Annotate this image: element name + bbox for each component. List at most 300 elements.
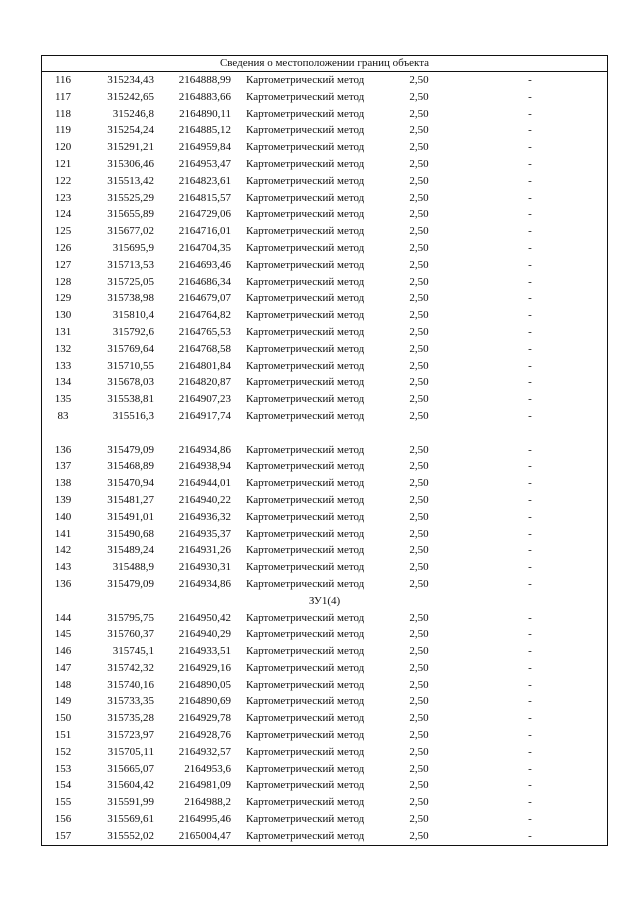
table-row (42, 509, 607, 526)
dash-cell: - (528, 745, 532, 758)
coordinate-x: 315468,89 (107, 460, 154, 473)
dash-cell: - (528, 107, 532, 120)
table-row (42, 626, 607, 643)
point-number: 117 (54, 90, 72, 103)
accuracy-cell: 2,50 (409, 208, 429, 221)
accuracy-cell: 2,50 (409, 695, 429, 708)
accuracy-cell: 2,50 (409, 796, 429, 809)
point-number: 141 (54, 527, 72, 540)
method-cell: Картометрический метод (246, 661, 365, 674)
coordinate-y: 2164930,31 (178, 561, 231, 574)
table-row (42, 324, 607, 341)
accuracy-cell: 2,50 (409, 460, 429, 473)
dash-cell: - (528, 729, 532, 742)
point-number: 132 (54, 342, 72, 355)
table-row (42, 526, 607, 543)
coordinate-x: 315810,4 (112, 309, 154, 322)
accuracy-cell: 2,50 (409, 309, 429, 322)
table-row (42, 240, 607, 257)
method-cell: Картометрический метод (246, 241, 365, 254)
dash-cell: - (528, 258, 532, 271)
method-cell: Картометрический метод (246, 729, 365, 742)
accuracy-cell: 2,50 (409, 107, 429, 120)
coordinate-y: 2164729,06 (178, 208, 231, 221)
point-number: 143 (54, 561, 72, 574)
coordinate-y: 2164686,34 (178, 275, 231, 288)
table-body (42, 72, 607, 845)
accuracy-cell: 2,50 (409, 477, 429, 490)
table-row (42, 274, 607, 291)
dash-cell: - (528, 225, 532, 238)
coordinate-y: 2164950,42 (178, 611, 231, 624)
coordinate-y: 2164815,57 (178, 191, 231, 204)
point-number: 127 (54, 258, 72, 271)
point-number: 146 (54, 645, 72, 658)
coordinate-y: 2164704,35 (178, 241, 231, 254)
dash-cell: - (528, 409, 532, 422)
accuracy-cell: 2,50 (409, 762, 429, 775)
point-number: 125 (54, 225, 72, 238)
coordinate-x: 315489,24 (107, 544, 154, 557)
coordinate-x: 315792,6 (112, 325, 154, 338)
point-number: 149 (54, 695, 72, 708)
accuracy-cell: 2,50 (409, 443, 429, 456)
method-cell: Картометрический метод (246, 225, 365, 238)
coordinate-x: 315723,97 (107, 729, 154, 742)
dash-cell: - (528, 443, 532, 456)
dash-cell: - (528, 527, 532, 540)
coordinate-y: 2164693,46 (178, 258, 231, 271)
coordinate-x: 315306,46 (107, 157, 154, 170)
method-cell: Картометрический метод (246, 645, 365, 658)
table-row (42, 156, 607, 173)
point-number: 156 (54, 813, 72, 826)
dash-cell: - (528, 611, 532, 624)
dash-cell: - (528, 779, 532, 792)
method-cell: Картометрический метод (246, 796, 365, 809)
dash-cell: - (528, 74, 532, 86)
table-row (42, 727, 607, 744)
method-cell: Картометрический метод (246, 493, 365, 506)
point-number: 151 (54, 729, 72, 742)
method-cell: Картометрический метод (246, 577, 365, 590)
method-cell: Картометрический метод (246, 678, 365, 691)
table-row (42, 257, 607, 274)
method-cell: Картометрический метод (246, 611, 365, 624)
accuracy-cell: 2,50 (409, 661, 429, 674)
table-row (42, 408, 607, 425)
coordinate-y: 2164928,76 (178, 729, 231, 742)
dash-cell: - (528, 191, 532, 204)
method-cell: Картометрический метод (246, 712, 365, 725)
method-cell: Картометрический метод (246, 510, 365, 523)
accuracy-cell: 2,50 (409, 191, 429, 204)
table-row (42, 223, 607, 240)
accuracy-cell: 2,50 (409, 745, 429, 758)
coordinate-x: 315769,64 (107, 342, 154, 355)
point-number: 130 (54, 309, 72, 322)
table-row (42, 643, 607, 660)
coordinate-y: 2164929,16 (178, 661, 231, 674)
method-cell: Картометрический метод (246, 141, 365, 154)
dash-cell: - (528, 292, 532, 305)
table-row (42, 761, 607, 778)
accuracy-cell: 2,50 (409, 779, 429, 792)
coordinate-x: 315242,65 (107, 90, 154, 103)
coordinate-y: 2164888,99 (178, 74, 231, 86)
accuracy-cell: 2,50 (409, 258, 429, 271)
method-cell: Картометрический метод (246, 460, 365, 473)
coordinate-y: 2164953,47 (178, 157, 231, 170)
table-header (42, 56, 607, 72)
coordinate-x: 315738,98 (107, 292, 154, 305)
method-cell: Картометрический метод (246, 325, 365, 338)
method-cell: Картометрический метод (246, 124, 365, 137)
table-row (42, 72, 607, 89)
method-cell: Картометрический метод (246, 376, 365, 389)
point-number: 119 (54, 124, 72, 137)
accuracy-cell: 2,50 (409, 611, 429, 624)
coordinate-x: 315488,9 (112, 561, 154, 574)
accuracy-cell: 2,50 (409, 275, 429, 288)
coordinate-y: 2164936,32 (178, 510, 231, 523)
point-number: 137 (54, 460, 72, 473)
dash-cell: - (528, 645, 532, 658)
coordinate-y: 2164883,66 (178, 90, 231, 103)
table-row (42, 677, 607, 694)
point-number: 136 (54, 443, 72, 456)
accuracy-cell: 2,50 (409, 628, 429, 641)
coordinate-x: 315479,09 (107, 443, 154, 456)
point-number: 157 (54, 829, 72, 842)
accuracy-cell: 2,50 (409, 376, 429, 389)
coordinate-y: 2164929,78 (178, 712, 231, 725)
accuracy-cell: 2,50 (409, 510, 429, 523)
dash-cell: - (528, 678, 532, 691)
table-row (42, 173, 607, 190)
section-heading: ЗУ1(4) (308, 594, 341, 607)
point-number: 118 (54, 107, 72, 120)
accuracy-cell: 2,50 (409, 527, 429, 540)
method-cell: Картометрический метод (246, 258, 365, 271)
accuracy-cell: 2,50 (409, 712, 429, 725)
accuracy-cell: 2,50 (409, 124, 429, 137)
point-number: 116 (54, 74, 72, 86)
dash-cell: - (528, 157, 532, 170)
coordinate-y: 2164981,09 (178, 779, 231, 792)
dash-cell: - (528, 124, 532, 137)
point-number: 140 (54, 510, 72, 523)
table-row (42, 828, 607, 845)
table-row (42, 744, 607, 761)
table-row (42, 374, 607, 391)
accuracy-cell: 2,50 (409, 157, 429, 170)
coordinate-y: 2164765,53 (178, 325, 231, 338)
coordinate-x: 315713,53 (107, 258, 154, 271)
coordinate-x: 315735,28 (107, 712, 154, 725)
coordinate-x: 315491,01 (107, 510, 154, 523)
point-number: 145 (54, 628, 72, 641)
point-number: 121 (54, 157, 72, 170)
coordinate-y: 2164890,05 (178, 678, 231, 691)
point-number: 148 (54, 678, 72, 691)
point-number: 131 (54, 325, 72, 338)
coordinate-x: 315525,29 (107, 191, 154, 204)
accuracy-cell: 2,50 (409, 561, 429, 574)
coordinate-x: 315513,42 (107, 174, 154, 187)
coordinate-x: 315538,81 (107, 393, 154, 406)
dash-cell: - (528, 762, 532, 775)
table-row (42, 693, 607, 710)
coordinates-table (41, 55, 608, 846)
coordinate-x: 315655,89 (107, 208, 154, 221)
method-cell: Картометрический метод (246, 359, 365, 372)
accuracy-cell: 2,50 (409, 90, 429, 103)
accuracy-cell: 2,50 (409, 141, 429, 154)
point-number: 155 (54, 796, 72, 809)
coordinate-y: 2164940,22 (178, 493, 231, 506)
coordinate-x: 315665,07 (107, 762, 154, 775)
point-number: 83 (57, 409, 69, 422)
table-row (42, 358, 607, 375)
table-row (42, 794, 607, 811)
coordinate-x: 315725,05 (107, 275, 154, 288)
point-number: 133 (54, 359, 72, 372)
table-row (42, 391, 607, 408)
method-cell: Картометрический метод (246, 90, 365, 103)
table-row (42, 710, 607, 727)
coordinate-x: 315254,24 (107, 124, 154, 137)
table-row (42, 660, 607, 677)
table-row (42, 290, 607, 307)
coordinate-y: 2164995,46 (178, 813, 231, 826)
point-number: 139 (54, 493, 72, 506)
table-row (42, 106, 607, 123)
method-cell: Картометрический метод (246, 477, 365, 490)
accuracy-cell: 2,50 (409, 292, 429, 305)
dash-cell: - (528, 460, 532, 473)
accuracy-cell: 2,50 (409, 225, 429, 238)
dash-cell: - (528, 829, 532, 842)
coordinate-x: 315234,43 (107, 74, 154, 86)
accuracy-cell: 2,50 (409, 829, 429, 842)
coordinate-x: 315291,21 (107, 141, 154, 154)
point-number: 128 (54, 275, 72, 288)
coordinate-y: 2164890,11 (179, 107, 231, 120)
method-cell: Картометрический метод (246, 174, 365, 187)
method-cell: Картометрический метод (246, 443, 365, 456)
coordinate-y: 2164801,84 (178, 359, 231, 372)
accuracy-cell: 2,50 (409, 241, 429, 254)
table-row (42, 307, 607, 324)
coordinate-x: 315677,02 (107, 225, 154, 238)
dash-cell: - (528, 813, 532, 826)
coordinate-y: 2164940,29 (178, 628, 231, 641)
coordinate-x: 315733,35 (107, 695, 154, 708)
method-cell: Картометрический метод (246, 527, 365, 540)
method-cell: Картометрический метод (246, 191, 365, 204)
dash-cell: - (528, 628, 532, 641)
dash-cell: - (528, 241, 532, 254)
table-row (42, 576, 607, 593)
coordinate-y: 2164988,2 (184, 796, 231, 809)
point-number: 134 (54, 376, 72, 389)
table-row (42, 341, 607, 358)
method-cell: Картометрический метод (246, 561, 365, 574)
dash-cell: - (528, 208, 532, 221)
coordinate-y: 2164885,12 (178, 124, 231, 137)
accuracy-cell: 2,50 (409, 577, 429, 590)
dash-cell: - (528, 325, 532, 338)
method-cell: Картометрический метод (246, 745, 365, 758)
accuracy-cell: 2,50 (409, 493, 429, 506)
table-row (42, 559, 607, 576)
coordinate-y: 2164935,37 (178, 527, 231, 540)
coordinate-y: 2164959,84 (178, 141, 231, 154)
coordinate-y: 2164679,07 (178, 292, 231, 305)
table-title: Сведения о местоположении границ объекта (219, 57, 430, 69)
method-cell: Картометрический метод (246, 409, 365, 422)
accuracy-cell: 2,50 (409, 544, 429, 557)
table-row (42, 89, 607, 106)
table-row (42, 777, 607, 794)
dash-cell: - (528, 561, 532, 574)
dash-cell: - (528, 359, 532, 372)
method-cell: Картометрический метод (246, 107, 365, 120)
point-number: 124 (54, 208, 72, 221)
coordinate-x: 315479,09 (107, 577, 154, 590)
point-number: 144 (54, 611, 72, 624)
table-row (42, 811, 607, 828)
coordinate-x: 315604,42 (107, 779, 154, 792)
method-cell: Картометрический метод (246, 74, 365, 86)
accuracy-cell: 2,50 (409, 325, 429, 338)
coordinate-y: 2164931,26 (178, 544, 231, 557)
dash-cell: - (528, 90, 532, 103)
coordinate-x: 315710,55 (107, 359, 154, 372)
method-cell: Картометрический метод (246, 275, 365, 288)
accuracy-cell: 2,50 (409, 813, 429, 826)
table-row (42, 206, 607, 223)
method-cell: Картометрический метод (246, 762, 365, 775)
point-number: 136 (54, 577, 72, 590)
accuracy-cell: 2,50 (409, 729, 429, 742)
dash-cell: - (528, 510, 532, 523)
coordinate-x: 315490,68 (107, 527, 154, 540)
coordinate-y: 2164890,69 (178, 695, 231, 708)
coordinate-x: 315481,27 (107, 493, 154, 506)
coordinate-y: 2164933,51 (178, 645, 231, 658)
coordinate-x: 315695,9 (112, 241, 154, 254)
dash-cell: - (528, 376, 532, 389)
method-cell: Картометрический метод (246, 393, 365, 406)
dash-cell: - (528, 695, 532, 708)
coordinate-x: 315705,11 (107, 745, 154, 758)
coordinate-y: 2164716,01 (178, 225, 231, 238)
dash-cell: - (528, 544, 532, 557)
table-row (42, 475, 607, 492)
point-number: 153 (54, 762, 72, 775)
method-cell: Картометрический метод (246, 342, 365, 355)
method-cell: Картометрический метод (246, 779, 365, 792)
coordinate-x: 315470,94 (107, 477, 154, 490)
point-number: 147 (54, 661, 72, 674)
table-row (42, 458, 607, 475)
coordinate-x: 315760,37 (107, 628, 154, 641)
dash-cell: - (528, 477, 532, 490)
coordinate-y: 2164938,94 (178, 460, 231, 473)
coordinate-y: 2164768,58 (178, 342, 231, 355)
point-number: 135 (54, 393, 72, 406)
table-row (42, 442, 607, 459)
dash-cell: - (528, 174, 532, 187)
method-cell: Картометрический метод (246, 544, 365, 557)
accuracy-cell: 2,50 (409, 393, 429, 406)
dash-cell: - (528, 493, 532, 506)
accuracy-cell: 2,50 (409, 409, 429, 422)
method-cell: Картометрический метод (246, 628, 365, 641)
method-cell: Картометрический метод (246, 813, 365, 826)
coordinate-y: 2164764,82 (178, 309, 231, 322)
point-number: 126 (54, 241, 72, 254)
section-heading-row (42, 593, 607, 610)
coordinate-x: 315591,99 (107, 796, 154, 809)
coordinate-x: 315678,03 (107, 376, 154, 389)
dash-cell: - (528, 141, 532, 154)
accuracy-cell: 2,50 (409, 74, 429, 86)
dash-cell: - (528, 577, 532, 590)
table-row (42, 542, 607, 559)
coordinate-x: 315742,32 (107, 661, 154, 674)
coordinate-y: 2164953,6 (184, 762, 231, 775)
dash-cell: - (528, 796, 532, 809)
point-number: 138 (54, 477, 72, 490)
accuracy-cell: 2,50 (409, 174, 429, 187)
coordinate-y: 2164907,23 (178, 393, 231, 406)
accuracy-cell: 2,50 (409, 645, 429, 658)
coordinate-x: 315740,16 (107, 678, 154, 691)
point-number: 142 (54, 544, 72, 557)
method-cell: Картометрический метод (246, 292, 365, 305)
coordinate-y: 2164934,86 (178, 443, 231, 456)
blank-row (42, 425, 607, 442)
method-cell: Картометрический метод (246, 695, 365, 708)
coordinate-y: 2164934,86 (178, 577, 231, 590)
accuracy-cell: 2,50 (409, 678, 429, 691)
table-row (42, 610, 607, 627)
dash-cell: - (528, 275, 532, 288)
dash-cell: - (528, 342, 532, 355)
table-row (42, 492, 607, 509)
point-number: 129 (54, 292, 72, 305)
point-number: 122 (54, 174, 72, 187)
dash-cell: - (528, 309, 532, 322)
table-row (42, 139, 607, 156)
coordinate-y: 2164823,61 (178, 174, 231, 187)
accuracy-cell: 2,50 (409, 359, 429, 372)
coordinate-x: 315569,61 (107, 813, 154, 826)
table-row (42, 190, 607, 207)
coordinate-x: 315246,8 (112, 107, 154, 120)
dash-cell: - (528, 661, 532, 674)
method-cell: Картометрический метод (246, 309, 365, 322)
point-number: 154 (54, 779, 72, 792)
coordinate-y: 2165004,47 (178, 829, 231, 842)
point-number: 152 (54, 745, 72, 758)
coordinate-x: 315516,3 (112, 409, 154, 422)
coordinate-y: 2164820,87 (178, 376, 231, 389)
coordinate-y: 2164932,57 (178, 745, 231, 758)
